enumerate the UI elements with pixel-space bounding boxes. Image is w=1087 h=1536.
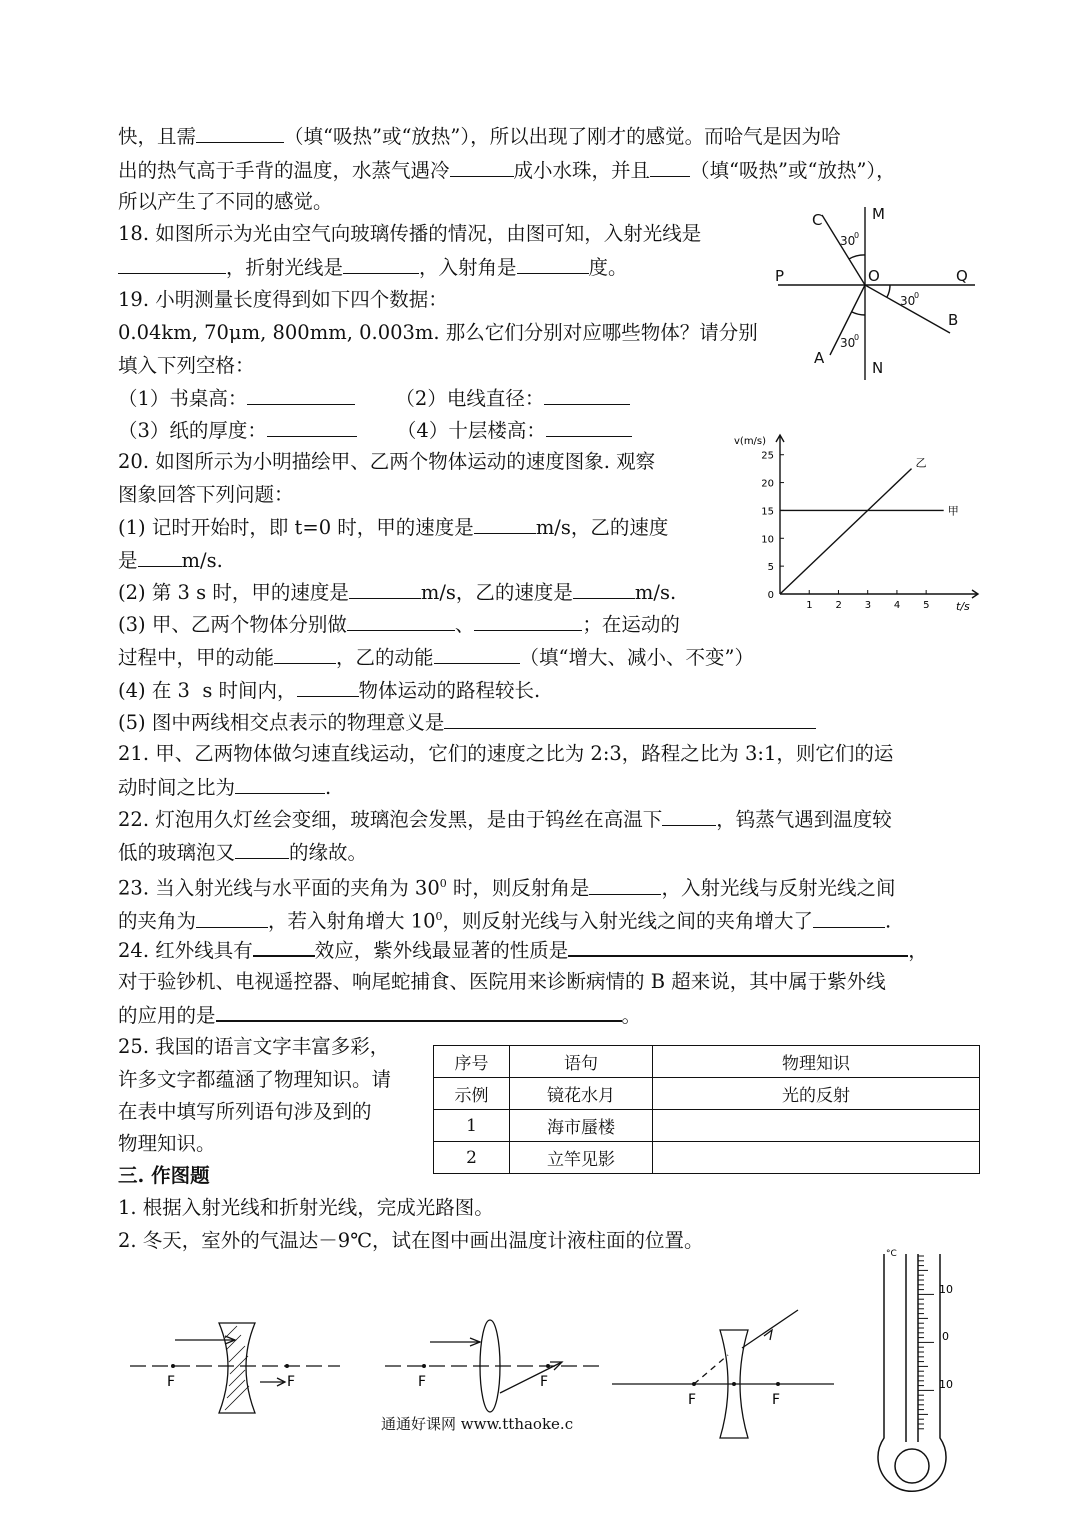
table-cell: 1: [434, 1110, 510, 1142]
text: （填“增大、减小、不变”）: [519, 646, 754, 669]
label-a: A: [814, 349, 825, 367]
blank[interactable]: [138, 548, 182, 567]
blank[interactable]: [216, 1002, 622, 1022]
series-label: 甲: [947, 504, 959, 518]
text: 快，且需: [118, 125, 197, 148]
q19-line5: [118, 418, 632, 443]
q19-line4: [118, 386, 630, 411]
q20-line6: [118, 612, 680, 637]
text: 效应，紫外线最显著的性质是: [314, 939, 569, 962]
series-label: 乙: [915, 456, 927, 470]
text: 成小水珠，并且: [513, 159, 651, 182]
text: (1) 记时开始时，即 t=0 时，甲的速度是: [118, 516, 474, 539]
blank[interactable]: [813, 909, 885, 928]
blank[interactable]: [267, 418, 357, 437]
blank[interactable]: [662, 807, 716, 826]
blank[interactable]: [297, 678, 359, 697]
text: 的缘故。: [289, 841, 368, 864]
q20-line2: 图象回答下列问题：: [118, 483, 294, 506]
text: 、: [454, 613, 475, 636]
q20-line8: [118, 678, 540, 703]
x-tick-label: 1: [806, 600, 813, 611]
text: 24. 红外线具有: [118, 939, 253, 962]
text-line: 所以产生了不同的感觉。: [118, 190, 333, 213]
text: m/s，乙的速度是: [420, 581, 573, 604]
text: ，折射光线是: [226, 256, 344, 279]
blank[interactable]: [450, 158, 514, 177]
drawing-q2: 2. 冬天，室外的气温达－9℃，试在图中画出温度计液柱面的位置。: [118, 1229, 704, 1252]
table-row: [434, 1078, 980, 1110]
thermometer-outline: [878, 1254, 946, 1491]
ray-co: [822, 215, 865, 285]
q24-line1: [118, 937, 928, 963]
text: 22. 灯泡用久灯丝会变细，玻璃泡会发黑，是由于钨丝在高温下: [118, 808, 663, 831]
q22-line2: [118, 840, 367, 865]
q18-line1: 18. 如图所示为光由空气向玻璃传播的情况，由图可知，入射光线是: [118, 222, 702, 245]
y-tick-label: 0: [767, 590, 774, 601]
angle-arc: [852, 312, 865, 315]
watermark: 通通好课网 www.tthaoke.c: [381, 1415, 574, 1433]
incident-ray: [742, 1310, 798, 1348]
blank[interactable]: [196, 124, 284, 143]
label-p: P: [775, 267, 785, 285]
q19-line1: 19. 小明测量长度得到如下四个数据：: [118, 288, 448, 311]
q20-line7: [118, 645, 754, 670]
y-tick-label: 5: [767, 562, 774, 574]
blank[interactable]: [349, 580, 421, 599]
label-m: M: [872, 205, 885, 223]
blank[interactable]: [546, 418, 632, 437]
angle-label: 30: [840, 234, 856, 248]
ray-ob: [865, 285, 950, 333]
focus-label: F: [167, 1374, 176, 1390]
thermometer: [876, 1248, 966, 1520]
text: （1）书桌高：: [118, 387, 248, 410]
table-header: 序号: [434, 1046, 510, 1078]
text: (2) 第 3 s 时，甲的速度是: [118, 581, 349, 604]
table-cell: 2: [434, 1142, 510, 1174]
text: 度。: [588, 256, 628, 279]
label-o: O: [868, 267, 880, 285]
q21-line2: [118, 775, 331, 800]
q20-line9: [118, 710, 816, 735]
table-header-row: [434, 1046, 980, 1078]
concave-lens-diagram-2: [608, 1300, 848, 1440]
q20-line3: [118, 515, 668, 540]
y-tick-label: 10: [761, 534, 774, 546]
blank[interactable]: [568, 937, 908, 957]
bulb: [895, 1449, 929, 1483]
degree-sup: 0: [439, 877, 447, 890]
q25-line1: 25. 我国的语言文字丰富多彩，: [118, 1035, 390, 1058]
table-cell: 立竿见影: [510, 1142, 653, 1174]
label-q: Q: [956, 267, 968, 285]
q20-line5: [118, 580, 676, 605]
blank[interactable]: [474, 612, 582, 631]
text: 23. 当入射光线与水平面的夹角为 30: [118, 876, 440, 900]
section-title: 三. 作图题: [118, 1164, 210, 1187]
angle-sup: 0: [854, 231, 860, 240]
blank[interactable]: [650, 158, 690, 177]
text: （填“吸热”或“放热”），所以出现了刚才的感觉。而哈气是因为哈: [284, 125, 841, 148]
refraction-figure: [770, 205, 990, 385]
text: .: [325, 776, 332, 799]
blank[interactable]: [573, 580, 635, 599]
blank[interactable]: [274, 645, 336, 664]
angle-arc: [849, 255, 865, 259]
text: m/s.: [181, 549, 223, 572]
q19-line3: 填入下列空格：: [118, 354, 255, 377]
x-tick-label: 2: [835, 600, 842, 611]
q20-line4: [118, 548, 223, 573]
q25-line2: 许多文字都蕴涵了物理知识。请: [118, 1068, 392, 1091]
velocity-chart: [732, 432, 982, 617]
label-c: C: [812, 211, 823, 229]
q24-line2: 对于验钞机、电视遥控器、响尾蛇捕食、医院用来诊断病情的 B 超来说，其中属于紫外线: [118, 970, 886, 993]
focus-label: F: [540, 1374, 549, 1390]
blank[interactable]: [434, 645, 520, 664]
text: (4) 在 3 s 时间内，: [118, 679, 297, 702]
extension-line: [694, 1355, 728, 1384]
blank[interactable]: [444, 710, 816, 729]
table-cell-answer[interactable]: [653, 1142, 980, 1174]
text: ；在运动的: [582, 613, 680, 636]
series-line: [780, 469, 912, 594]
q25-line4: 物理知识。: [118, 1132, 216, 1155]
x-tick-label: 4: [893, 600, 901, 611]
text: （2）电线直径：: [395, 387, 545, 410]
text: (5) 图中两线相交点表示的物理意义是: [118, 711, 445, 734]
focus-label: F: [418, 1374, 427, 1390]
text: （4）十层楼高：: [396, 419, 546, 442]
degree-sup: 0: [435, 910, 443, 923]
text: 的夹角为: [118, 909, 197, 933]
convex-lens-diagram: [380, 1318, 620, 1428]
blank[interactable]: [347, 612, 455, 631]
angle-sup: 0: [914, 291, 920, 300]
q22-line1: [118, 807, 892, 832]
focus-label: F: [772, 1392, 781, 1408]
angle-sup: 0: [854, 333, 860, 342]
drawing-q1: 1. 根据入射光线和折射光线，完成光路图。: [118, 1196, 494, 1219]
text: 是: [118, 549, 138, 572]
blank[interactable]: [196, 909, 268, 928]
table-row: [434, 1142, 980, 1174]
q19-line2: 0.04km, 70μm, 800mm, 0.003m. 那么它们分别对应哪些物体？请分别: [118, 321, 758, 344]
refracted-ray: [500, 1362, 562, 1393]
blank[interactable]: [247, 386, 355, 405]
angle-arc: [887, 285, 890, 297]
blank[interactable]: [517, 255, 589, 274]
text: ，入射光线与反射光线之间: [661, 876, 896, 900]
focus-label: F: [287, 1374, 296, 1390]
focus-label: F: [688, 1392, 697, 1408]
text: 过程中，甲的动能: [118, 646, 275, 669]
q23-line1: [118, 872, 895, 901]
text: 出的热气高于手背的温度，水蒸气遇冷: [118, 159, 450, 182]
y-tick-label: 15: [761, 506, 774, 518]
text: ，若入射角增大 10: [268, 909, 436, 933]
text: m/s.: [634, 581, 677, 604]
x-tick-label: 5: [923, 600, 930, 611]
text: (3) 甲、乙两个物体分别做: [118, 613, 347, 636]
y-tick-label: 20: [761, 478, 774, 490]
text: 动时间之比为: [118, 776, 236, 799]
concave-lens-diagram-1: [125, 1318, 365, 1428]
text: （3）纸的厚度：: [118, 419, 267, 442]
concave-lens: [219, 1323, 255, 1413]
text: ，入射角是: [419, 256, 517, 279]
table-cell: 海市蜃楼: [510, 1110, 653, 1142]
q20-line1: 20. 如图所示为小明描绘甲、乙两个物体运动的速度图象. 观察: [118, 450, 656, 473]
text: 时，则反射角是: [446, 876, 590, 900]
blank[interactable]: [118, 255, 226, 274]
q18-line2: [118, 255, 628, 280]
unit-label: °C: [886, 1249, 897, 1259]
table-cell-answer[interactable]: [653, 1110, 980, 1142]
table-header: 语句: [510, 1046, 653, 1078]
blank[interactable]: [474, 515, 536, 534]
table-cell: 光的反射: [653, 1078, 980, 1110]
table-header: 物理知识: [653, 1046, 980, 1078]
text: 的应用的是: [118, 1004, 216, 1027]
label-b: B: [948, 311, 959, 329]
text: m/s，乙的速度: [535, 516, 669, 539]
text: （填“吸热”或“放热”），: [690, 159, 896, 182]
blank[interactable]: [544, 386, 630, 405]
blank[interactable]: [235, 840, 289, 859]
blank[interactable]: [343, 255, 419, 274]
table-cell: 镜花水月: [510, 1078, 653, 1110]
text: 低的玻璃泡又: [118, 841, 236, 864]
q24-line3: [118, 1002, 641, 1028]
blank[interactable]: [589, 876, 661, 895]
text: ，钨蒸气遇到温度较: [716, 808, 892, 831]
y-tick-label: 25: [761, 450, 774, 462]
x-axis-label: t/s: [956, 600, 970, 613]
text-line: [118, 124, 841, 149]
text: .: [885, 909, 892, 933]
table-row: [434, 1110, 980, 1142]
q21-line1: 21. 甲、乙两物体做匀速直线运动，它们的速度之比为 2:3，路程之比为 3:1，则它们的运: [118, 742, 894, 765]
text-line: [118, 158, 896, 183]
blank[interactable]: [235, 775, 325, 794]
text: ，乙的动能: [336, 646, 434, 669]
text: ，则反射光线与入射光线之间的夹角增大了: [442, 909, 814, 933]
q23-line2: [118, 905, 891, 934]
scale-label-0: 0: [942, 1330, 949, 1343]
text: 。: [621, 1004, 642, 1027]
scale-label-10: 10: [939, 1283, 953, 1296]
text: ，: [908, 939, 928, 962]
scale-label-neg10: 10: [939, 1378, 953, 1391]
physics-table: [433, 1045, 980, 1174]
table-cell: 示例: [434, 1078, 510, 1110]
x-tick-label: 3: [864, 600, 872, 611]
angle-label: 30: [900, 294, 916, 308]
q25-line3: 在表中填写所列语句涉及到的: [118, 1100, 372, 1123]
y-axis-label: v(m/s): [734, 436, 767, 447]
label-n: N: [872, 359, 884, 377]
blank[interactable]: [253, 937, 315, 957]
angle-label: 30: [840, 336, 856, 350]
text: 物体运动的路程较长.: [358, 679, 541, 702]
